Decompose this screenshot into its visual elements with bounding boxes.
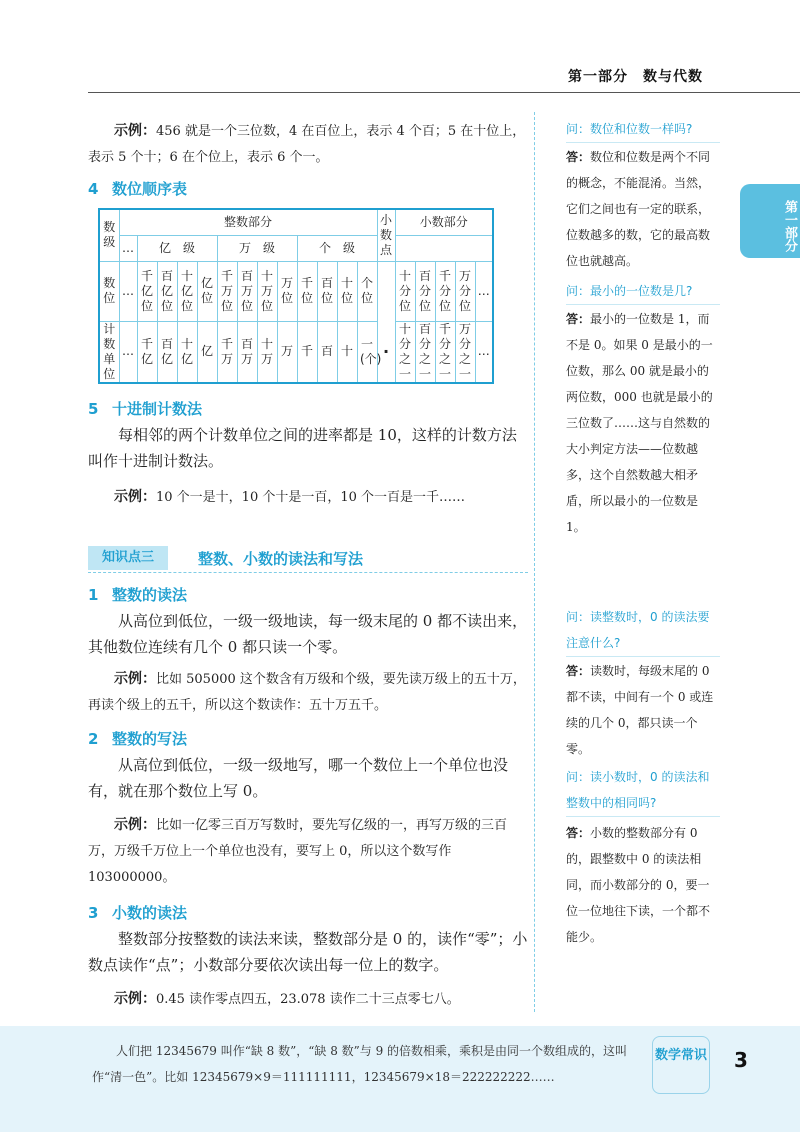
digit-cell: 万分位 — [455, 261, 475, 321]
unit-cell: 千亿 — [137, 321, 157, 383]
example-decimal-reading — [88, 986, 528, 1013]
header-divider — [88, 92, 800, 93]
answer-label: 答： — [566, 312, 591, 326]
answer-text: 读数时，每级末尾的 0 都不读，中间有一个 0 或连续的几个 0，都只读一个零。 — [566, 664, 714, 756]
section-number: 4 — [88, 180, 99, 198]
answer-label: 答： — [566, 826, 591, 840]
sidebar-question: 问：最小的一位数是几? — [566, 278, 720, 305]
unit-cell: 百亿 — [157, 321, 177, 383]
row-label-digit: 数位 — [99, 261, 119, 321]
row-label-level: 数级 — [99, 209, 119, 261]
digit-cell: 十亿位 — [177, 261, 197, 321]
subsection-heading-3 — [88, 902, 528, 923]
example-text: 456 就是一个三位数，4 在百位上，表示 4 个百；5 在十位上，表示 5 个十；6 在个位上，表示 6 个一。 — [88, 124, 526, 165]
sidebar-question: 问：读小数时，0 的读法和整数中的相同吗? — [566, 764, 720, 817]
unit-cell: 千分之一 — [435, 321, 455, 383]
digit-cell: 十位 — [337, 261, 357, 321]
unit-cell: 十 — [337, 321, 357, 383]
footer-note: 人们把 12345679 叫作“缺 8 数”，“缺 8 数”与 9 的倍数相乘，乘积是由同一个数组成的，这叫作“清一色”。比如 12345679×9＝111111111，12345679×18＝222222222…… — [92, 1044, 628, 1084]
digit-cell: 千位 — [297, 261, 317, 321]
section-heading-5 — [88, 398, 528, 419]
subsection-heading-2 — [88, 728, 528, 749]
section-number: 1 — [88, 586, 99, 604]
digit-cell: 个位 — [357, 261, 377, 321]
unit-ellipsis: … — [119, 321, 137, 383]
section-title: 十进制计数法 — [112, 400, 203, 418]
unit-cell: 十亿 — [177, 321, 197, 383]
knowledge-point-rule — [88, 572, 528, 573]
answer-label: 答： — [566, 150, 591, 164]
example-text: 比如一亿零三百万写数时，要先写亿级的一，再写万级的三百万，万级千万位上一个单位也没有，要写上 0，所以这个数写作 103000000。 — [88, 818, 508, 885]
example-integer-reading — [88, 666, 528, 719]
example-label: 示例： — [114, 489, 156, 505]
sidebar-question: 问：读整数时，0 的读法要注意什么? — [566, 604, 720, 657]
level-wan: 万 级 — [217, 235, 297, 261]
sidebar-answer — [566, 306, 720, 540]
example-decimal-system — [88, 484, 528, 511]
part-side-tab[interactable]: 第一部分 — [740, 184, 800, 258]
digit-cell: 千亿位 — [137, 261, 157, 321]
unit-ellipsis: … — [475, 321, 493, 383]
example-label: 示例： — [114, 671, 156, 687]
section-heading-4 — [88, 178, 528, 199]
decimal-system-paragraph: 每相邻的两个计数单位之间的进率都是 10，这样的计数方法叫作十进制计数法。 — [88, 426, 517, 470]
unit-cell: 百 — [317, 321, 337, 383]
section-number: 2 — [88, 730, 99, 748]
example-label: 示例： — [114, 817, 156, 833]
digit-ellipsis: … — [119, 261, 137, 321]
example-label: 示例： — [114, 991, 156, 1007]
section-title: 整数的写法 — [112, 730, 188, 748]
knowledge-point-title: 整数、小数的读法和写法 — [198, 550, 364, 568]
answer-label: 答： — [566, 664, 591, 678]
answer-text: 最小的一位数是 1，而不是 0。如果 0 是最小的一位数，那么 00 就是最小的两位数，000 也就是最小的三位数了……这与自然数的大小判定方法——位数越多，这个自然数越大相矛盾，所以最小的一位数是 1。 — [566, 312, 713, 534]
digit-cell: 百万位 — [237, 261, 257, 321]
digit-cell: 十分位 — [395, 261, 415, 321]
part-title: 第一部分 数与代数 — [568, 69, 703, 85]
example-label: 示例： — [114, 123, 156, 139]
unit-cell: 千万 — [217, 321, 237, 383]
row-label-unit: 计数单位 — [99, 321, 119, 383]
digit-ellipsis: … — [475, 261, 493, 321]
unit-cell: 千 — [297, 321, 317, 383]
digit-cell: 百位 — [317, 261, 337, 321]
level-ge: 个 级 — [297, 235, 377, 261]
answer-text: 数位和位数是两个不同的概念，不能混淆。当然，它们之间也有一定的联系，位数越多的数，它的最高数位也就越高。 — [566, 150, 711, 268]
place-value-table — [98, 208, 494, 384]
digit-cell: 百亿位 — [157, 261, 177, 321]
example-text: 10 个一是十，10 个十是一百，10 个一百是一千…… — [156, 490, 466, 505]
integer-reading-paragraph: 从高位到低位，一级一级地读，每一级末尾的 0 都不读出来，其他数位连续有几个 0 都只读一个零。 — [88, 612, 528, 656]
column-divider — [534, 112, 535, 1012]
unit-cell: 一(个) — [357, 321, 377, 383]
unit-cell: 万分之一 — [455, 321, 475, 383]
sidebar-answer — [566, 820, 720, 950]
subsection-heading-1 — [88, 584, 528, 605]
example-integer-writing — [88, 812, 528, 891]
knowledge-point-header — [88, 546, 528, 572]
integer-part-header: 整数部分 — [119, 209, 377, 235]
unit-cell: 亿 — [197, 321, 217, 383]
decimal-reading-paragraph: 整数部分按整数的读法来读，整数部分是 0 的，读作“零”；小数点读作“点”；小数部分要依次读出每一位上的数字。 — [88, 930, 528, 974]
unit-cell: 十万 — [257, 321, 277, 383]
unit-cell: 十分之一 — [395, 321, 415, 383]
digit-cell: 千万位 — [217, 261, 237, 321]
answer-text: 小数的整数部分有 0 的，跟整数中 0 的读法相同，而小数部分的 0，要一位一位地往下读，一个都不能少。 — [566, 826, 711, 944]
unit-cell: 万 — [277, 321, 297, 383]
math-knowledge-badge: 数学常识 — [652, 1036, 710, 1094]
sidebar-answer — [566, 144, 720, 274]
digit-cell: 千分位 — [435, 261, 455, 321]
level-ellipsis: … — [119, 235, 137, 261]
example-text: 比如 505000 这个数含有万级和个级，要先读万级上的五十万，再读个级上的五千，所以这个数读作：五十万五千。 — [88, 672, 526, 713]
digit-cell: 万位 — [277, 261, 297, 321]
integer-writing-paragraph: 从高位到低位，一级一级地写，哪一个数位上一个单位也没有，就在那个数位上写 0。 — [88, 756, 509, 800]
sidebar-answer — [566, 658, 720, 762]
example-text: 0.45 读作零点四五，23.078 读作二十三点零七八。 — [156, 992, 460, 1007]
sidebar-question: 问：数位和位数一样吗? — [566, 116, 720, 143]
decimal-point-mark: · — [377, 321, 395, 383]
unit-cell: 百万 — [237, 321, 257, 383]
section-number: 5 — [88, 400, 99, 418]
digit-cell: 亿位 — [197, 261, 217, 321]
section-title: 小数的读法 — [112, 904, 188, 922]
digit-cell: 十万位 — [257, 261, 277, 321]
page-number: 3 — [734, 1048, 748, 1072]
decimal-point-blank — [377, 261, 395, 321]
digit-cell: 百分位 — [415, 261, 435, 321]
section-title: 数位顺序表 — [112, 180, 188, 198]
knowledge-point-badge: 知识点三 — [88, 546, 168, 570]
decimal-level-blank — [395, 235, 493, 261]
section-number: 3 — [88, 904, 99, 922]
decimal-part-header: 小数部分 — [395, 209, 493, 235]
decimal-point-header: 小数点 — [377, 209, 395, 261]
section-title: 整数的读法 — [112, 586, 188, 604]
unit-cell: 百分之一 — [415, 321, 435, 383]
level-yi: 亿 级 — [137, 235, 217, 261]
example-digit-value — [88, 118, 528, 171]
